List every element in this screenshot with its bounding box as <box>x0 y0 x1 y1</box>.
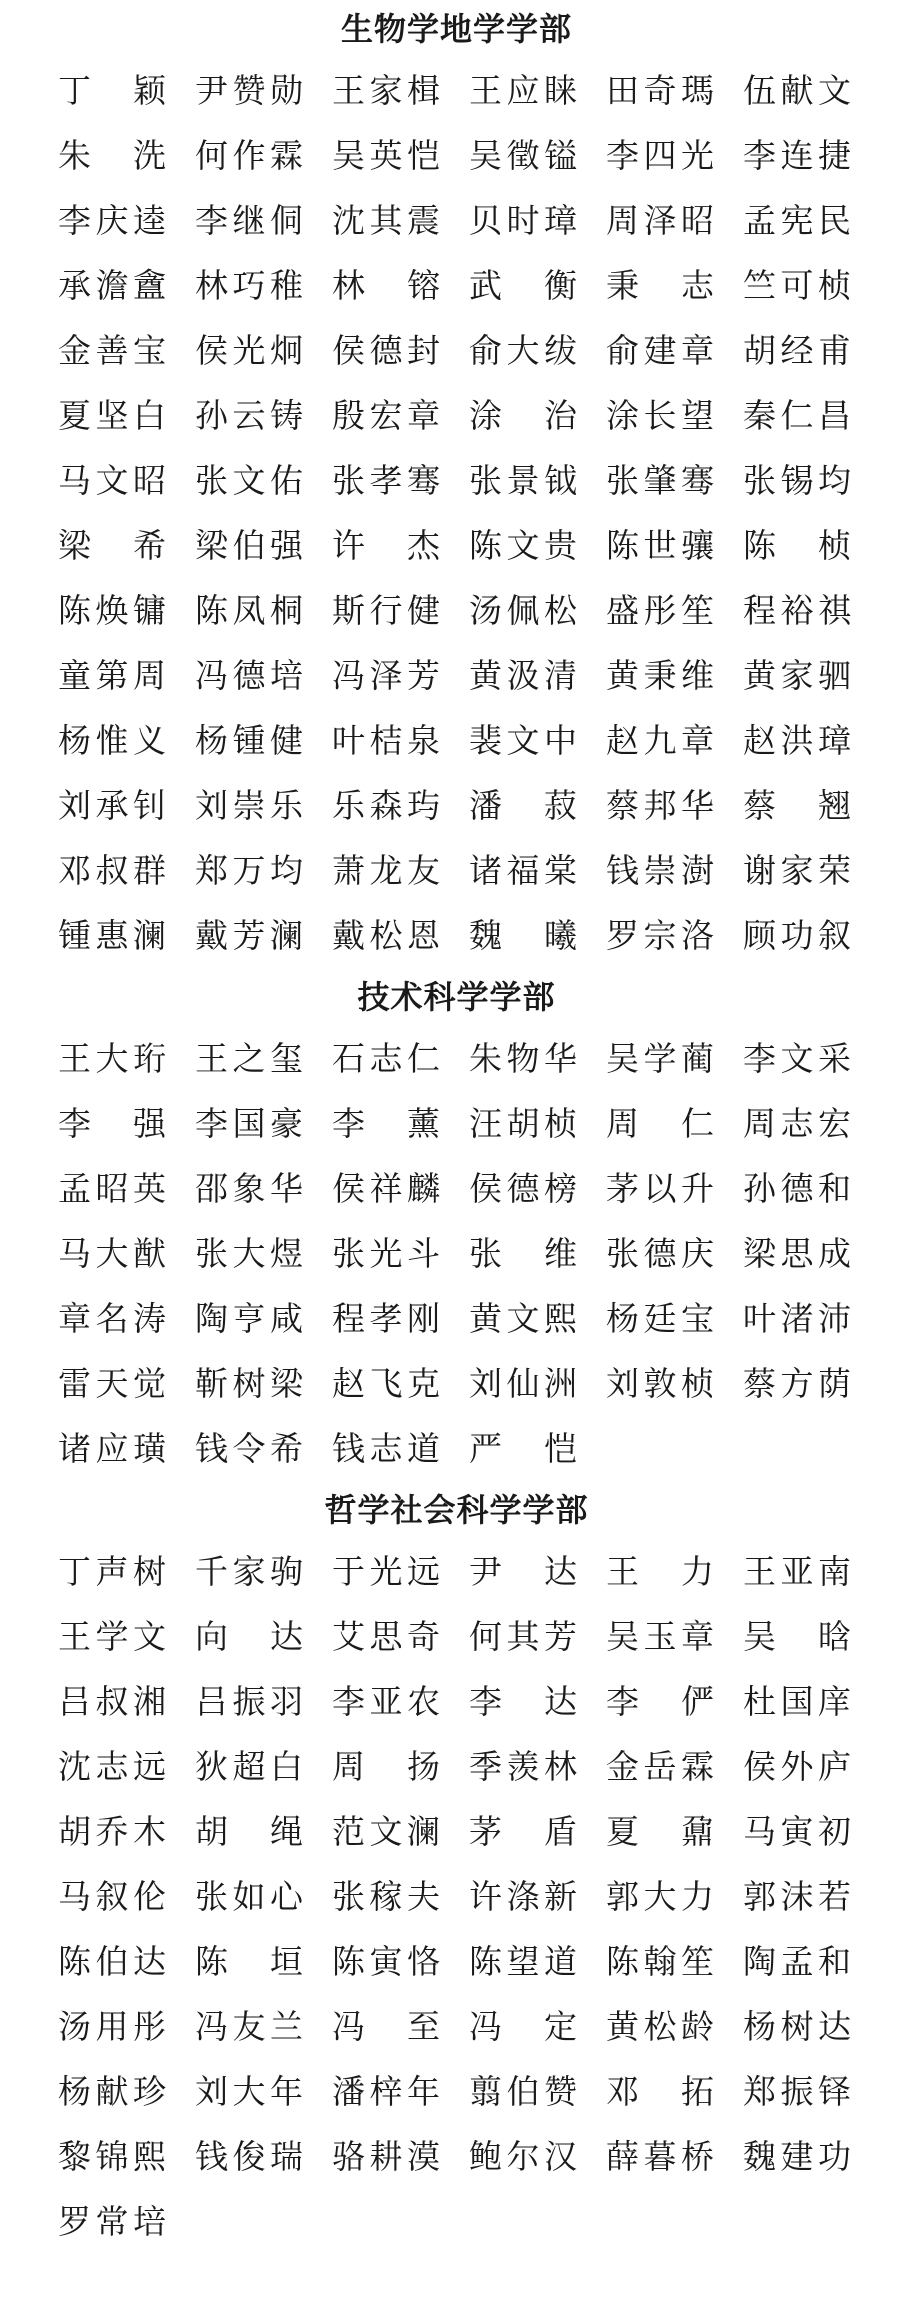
member-name: 赵九章 <box>606 721 714 760</box>
member-name: 程裕祺 <box>743 591 851 630</box>
member-name: 陈凤桐 <box>195 591 303 630</box>
member-name: 周 扬 <box>332 1747 440 1786</box>
member-name: 秉 志 <box>606 266 714 305</box>
member-name: 裴文中 <box>469 721 577 760</box>
member-name: 锺惠澜 <box>58 916 166 955</box>
member-name: 张 维 <box>469 1234 577 1273</box>
member-name: 狄超白 <box>195 1747 303 1786</box>
member-name: 冯泽芳 <box>332 656 440 695</box>
member-name: 杨锺健 <box>195 721 303 760</box>
member-name: 林 镕 <box>332 266 440 305</box>
member-name: 殷宏章 <box>332 396 440 435</box>
section-technical-sciences <box>0 968 913 1481</box>
member-name: 雷天觉 <box>58 1364 166 1403</box>
member-name: 石志仁 <box>332 1039 440 1078</box>
member-name: 潘梓年 <box>332 2072 440 2111</box>
member-name: 严 恺 <box>469 1429 577 1468</box>
member-name: 蔡 翘 <box>743 786 851 825</box>
member-name: 何作霖 <box>195 136 303 175</box>
member-name: 陈世骧 <box>606 526 714 565</box>
member-name: 汪胡桢 <box>469 1104 577 1143</box>
member-name: 侯外庐 <box>743 1747 851 1786</box>
member-name: 杨树达 <box>743 2007 851 2046</box>
member-name: 张如心 <box>195 1877 303 1916</box>
member-name: 张锡均 <box>743 461 851 500</box>
name-grid <box>58 1539 913 2254</box>
member-name: 李国豪 <box>195 1104 303 1143</box>
member-name: 丁 颖 <box>58 71 166 110</box>
member-name: 茅以升 <box>606 1169 714 1208</box>
member-name: 钱令希 <box>195 1429 303 1468</box>
member-name: 梁思成 <box>743 1234 851 1273</box>
member-name: 李文采 <box>743 1039 851 1078</box>
section-title: 技术科学学部 <box>357 978 556 1016</box>
member-name: 李亚农 <box>332 1682 440 1721</box>
member-name: 钱崇澍 <box>606 851 714 890</box>
member-name: 张稼夫 <box>332 1877 440 1916</box>
member-name: 马大猷 <box>58 1234 166 1273</box>
member-name: 孙云铸 <box>195 396 303 435</box>
member-name: 斯行健 <box>332 591 440 630</box>
member-name: 黄家驷 <box>743 656 851 695</box>
member-name: 黄汲清 <box>469 656 577 695</box>
member-name: 马文昭 <box>58 461 166 500</box>
member-name: 陈寅恪 <box>332 1942 440 1981</box>
member-name: 涂 治 <box>469 396 577 435</box>
member-name: 竺可桢 <box>743 266 851 305</box>
member-name: 吴学蔺 <box>606 1039 714 1078</box>
member-name: 刘仙洲 <box>469 1364 577 1403</box>
name-grid <box>58 58 913 968</box>
member-name: 俞建章 <box>606 331 714 370</box>
member-name: 沈志远 <box>58 1747 166 1786</box>
member-name: 王亚南 <box>743 1552 851 1591</box>
section-philosophy-social-sciences <box>0 1481 913 2254</box>
member-name: 李继侗 <box>195 201 303 240</box>
member-name: 魏 曦 <box>469 916 577 955</box>
member-name: 钱俊瑞 <box>195 2137 303 2176</box>
member-name: 靳树梁 <box>195 1364 303 1403</box>
member-name: 刘承钊 <box>58 786 166 825</box>
member-name: 梁 希 <box>58 526 166 565</box>
member-name: 吕叔湘 <box>58 1682 166 1721</box>
member-name: 夏坚白 <box>58 396 166 435</box>
member-name: 千家驹 <box>195 1552 303 1591</box>
member-name: 黄松龄 <box>606 2007 714 2046</box>
member-name: 艾思奇 <box>332 1617 440 1656</box>
member-name: 黎锦熙 <box>58 2137 166 2176</box>
member-name: 向 达 <box>195 1617 303 1656</box>
member-name: 孙德和 <box>743 1169 851 1208</box>
member-name: 范文澜 <box>332 1812 440 1851</box>
member-name: 季羡林 <box>469 1747 577 1786</box>
member-name: 田奇瑪 <box>606 71 714 110</box>
member-name: 夏 鼐 <box>606 1812 714 1851</box>
member-name: 刘大年 <box>195 2072 303 2111</box>
member-name: 邓 拓 <box>606 2072 714 2111</box>
member-name: 魏建功 <box>743 2137 851 2176</box>
member-name: 薛暮桥 <box>606 2137 714 2176</box>
member-name: 骆耕漠 <box>332 2137 440 2176</box>
section-title: 生物学地学学部 <box>340 10 572 48</box>
member-name: 李连捷 <box>743 136 851 175</box>
member-name: 胡乔木 <box>58 1812 166 1851</box>
member-name: 孟宪民 <box>743 201 851 240</box>
member-name: 王 力 <box>606 1552 714 1591</box>
member-name: 张肇骞 <box>606 461 714 500</box>
member-name: 金岳霖 <box>606 1747 714 1786</box>
member-name: 杨献珍 <box>58 2072 166 2111</box>
member-name: 张孝骞 <box>332 461 440 500</box>
member-name: 邓叔群 <box>58 851 166 890</box>
member-name: 黄文熙 <box>469 1299 577 1338</box>
member-name: 承澹盦 <box>58 266 166 305</box>
member-name: 王大珩 <box>58 1039 166 1078</box>
member-name: 刘敦桢 <box>606 1364 714 1403</box>
member-name: 尹赞勋 <box>195 71 303 110</box>
member-name: 戴芳澜 <box>195 916 303 955</box>
member-name: 侯光炯 <box>195 331 303 370</box>
member-name: 尹 达 <box>469 1552 577 1591</box>
member-name: 陈望道 <box>469 1942 577 1981</box>
member-name: 侯德封 <box>332 331 440 370</box>
section-biology-earth-sciences <box>0 0 913 968</box>
member-name: 俞大绂 <box>469 331 577 370</box>
member-name: 周泽昭 <box>606 201 714 240</box>
member-name: 王家楫 <box>332 71 440 110</box>
member-name: 郭大力 <box>606 1877 714 1916</box>
member-name: 马寅初 <box>743 1812 851 1851</box>
member-name: 吴 晗 <box>743 1617 851 1656</box>
member-name: 戴松恩 <box>332 916 440 955</box>
member-name: 杨惟义 <box>58 721 166 760</box>
member-name: 盛彤笙 <box>606 591 714 630</box>
member-name: 刘崇乐 <box>195 786 303 825</box>
member-name: 孟昭英 <box>58 1169 166 1208</box>
member-name: 杨廷宝 <box>606 1299 714 1338</box>
member-name: 陈 桢 <box>743 526 851 565</box>
member-name: 李 达 <box>469 1682 577 1721</box>
member-name: 涂长望 <box>606 396 714 435</box>
member-name: 周志宏 <box>743 1104 851 1143</box>
member-name: 罗常培 <box>58 2202 166 2241</box>
member-name: 张文佑 <box>195 461 303 500</box>
member-name: 郭沫若 <box>743 1877 851 1916</box>
member-name: 冯德培 <box>195 656 303 695</box>
member-name: 许涤新 <box>469 1877 577 1916</box>
member-name: 何其芳 <box>469 1617 577 1656</box>
member-name: 罗宗洛 <box>606 916 714 955</box>
member-name: 林巧稚 <box>195 266 303 305</box>
member-name: 张景钺 <box>469 461 577 500</box>
member-name: 伍献文 <box>743 71 851 110</box>
member-name: 陈焕镛 <box>58 591 166 630</box>
member-name: 贝时璋 <box>469 201 577 240</box>
member-name: 蔡方荫 <box>743 1364 851 1403</box>
member-name: 金善宝 <box>58 331 166 370</box>
member-name: 汤佩松 <box>469 591 577 630</box>
member-name: 顾功叙 <box>743 916 851 955</box>
member-name: 黄秉维 <box>606 656 714 695</box>
member-name: 周 仁 <box>606 1104 714 1143</box>
member-name: 蔡邦华 <box>606 786 714 825</box>
member-name: 王学文 <box>58 1617 166 1656</box>
member-name: 汤用彤 <box>58 2007 166 2046</box>
member-name: 诸福棠 <box>469 851 577 890</box>
member-name: 陈 垣 <box>195 1942 303 1981</box>
member-name: 潘 菽 <box>469 786 577 825</box>
member-name: 李庆逵 <box>58 201 166 240</box>
member-name: 萧龙友 <box>332 851 440 890</box>
member-name: 陈翰笙 <box>606 1942 714 1981</box>
member-name: 翦伯赞 <box>469 2072 577 2111</box>
member-name: 冯 定 <box>469 2007 577 2046</box>
member-name: 张光斗 <box>332 1234 440 1273</box>
member-name: 童第周 <box>58 656 166 695</box>
member-name: 李 俨 <box>606 1682 714 1721</box>
member-name: 朱 洗 <box>58 136 166 175</box>
member-name: 梁伯强 <box>195 526 303 565</box>
member-name: 侯德榜 <box>469 1169 577 1208</box>
member-name: 吴徵镒 <box>469 136 577 175</box>
member-name: 秦仁昌 <box>743 396 851 435</box>
member-name: 郑万均 <box>195 851 303 890</box>
member-name: 章名涛 <box>58 1299 166 1338</box>
member-name: 朱物华 <box>469 1039 577 1078</box>
member-name: 武 衡 <box>469 266 577 305</box>
member-name: 许 杰 <box>332 526 440 565</box>
member-name: 张大煜 <box>195 1234 303 1273</box>
member-name: 沈其震 <box>332 201 440 240</box>
member-name: 叶渚沛 <box>743 1299 851 1338</box>
member-name: 茅 盾 <box>469 1812 577 1851</box>
member-name: 钱志道 <box>332 1429 440 1468</box>
member-name: 丁声树 <box>58 1552 166 1591</box>
member-name: 胡经甫 <box>743 331 851 370</box>
member-name: 赵飞克 <box>332 1364 440 1403</box>
member-name: 李四光 <box>606 136 714 175</box>
member-name: 郑振铎 <box>743 2072 851 2111</box>
member-name: 吴英恺 <box>332 136 440 175</box>
name-grid <box>58 1026 913 1481</box>
member-name: 王之玺 <box>195 1039 303 1078</box>
member-name: 陈文贵 <box>469 526 577 565</box>
member-name: 冯友兰 <box>195 2007 303 2046</box>
member-name: 李 强 <box>58 1104 166 1143</box>
member-name: 谢家荣 <box>743 851 851 890</box>
member-name: 叶桔泉 <box>332 721 440 760</box>
member-name: 胡 绳 <box>195 1812 303 1851</box>
member-name: 于光远 <box>332 1552 440 1591</box>
member-name: 王应睐 <box>469 71 577 110</box>
member-name: 吕振羽 <box>195 1682 303 1721</box>
member-name: 杜国庠 <box>743 1682 851 1721</box>
member-name: 陶孟和 <box>743 1942 851 1981</box>
member-name: 程孝刚 <box>332 1299 440 1338</box>
member-name: 侯祥麟 <box>332 1169 440 1208</box>
member-name: 鲍尔汉 <box>469 2137 577 2176</box>
member-name: 冯 至 <box>332 2007 440 2046</box>
member-name: 乐森玙 <box>332 786 440 825</box>
member-name: 赵洪璋 <box>743 721 851 760</box>
member-name: 马叙伦 <box>58 1877 166 1916</box>
member-name: 诸应璜 <box>58 1429 166 1468</box>
member-name: 吴玉章 <box>606 1617 714 1656</box>
member-name: 陶亨咸 <box>195 1299 303 1338</box>
member-name: 张德庆 <box>606 1234 714 1273</box>
member-name: 邵象华 <box>195 1169 303 1208</box>
member-name: 陈伯达 <box>58 1942 166 1981</box>
member-name: 李 薰 <box>332 1104 440 1143</box>
section-title: 哲学社会科学学部 <box>324 1491 589 1529</box>
